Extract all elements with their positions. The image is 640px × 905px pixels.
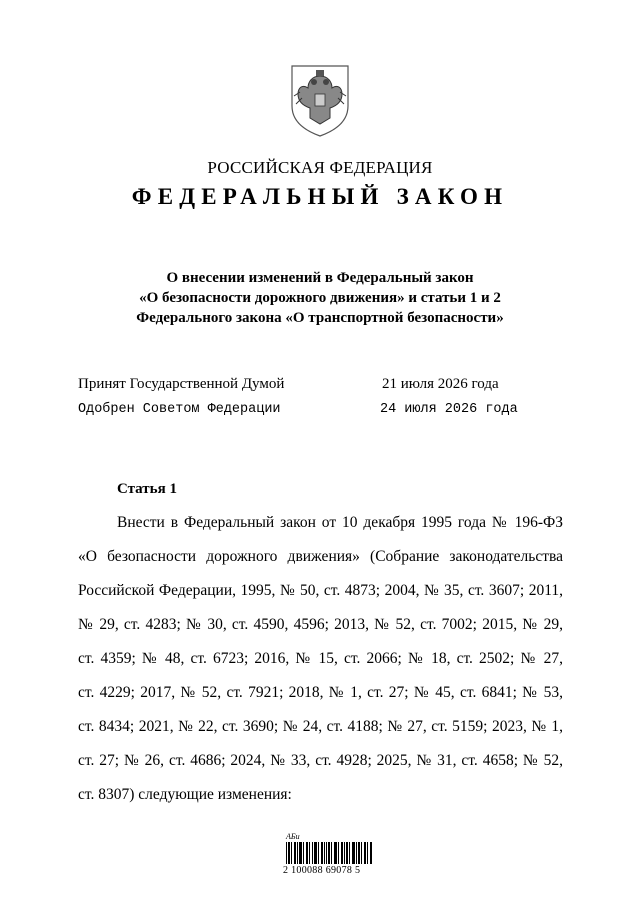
article-text-line: ст. 8307) следующие изменения: xyxy=(78,786,292,803)
article-heading: Статья 1 xyxy=(117,481,177,497)
article-text-line: ст. 27; № 26, ст. 4686; 2024, № 33, ст. 4928; 2025, № 31, ст. 4658; № 52, xyxy=(78,752,563,769)
country-name: РОССИЙСКАЯ ФЕДЕРАЦИЯ xyxy=(207,158,433,177)
duma-adoption-label: Принят Государственной Думой xyxy=(78,376,285,392)
council-approval-date: 24 июля 2026 года xyxy=(380,402,518,417)
duma-adoption-date: 21 июля 2026 года xyxy=(382,376,499,392)
article-text-line: ст. 4229; 2017, № 52, ст. 7921; 2018, № 1, ст. 27; № 45, ст. 6841; № 53, xyxy=(78,684,563,701)
article-text-line: Российской Федерации, 1995, № 50, ст. 4873; 2004, № 35, ст. 3607; 2011, xyxy=(78,582,563,599)
article-text-line: «О безопасности дорожного движения» (Собрание законодательства xyxy=(78,548,563,565)
article-text-line: Внести в Федеральный закон от 10 декабря 1995 года № 196-ФЗ xyxy=(117,514,563,531)
document-type: ФЕДЕРАЛЬНЫЙ ЗАКОН xyxy=(131,184,509,209)
law-title-line-2: «О безопасности дорожного движения» и статьи 1 и 2 xyxy=(139,290,501,306)
council-approval-label: Одобрен Советом Федерации xyxy=(78,402,281,417)
article-text-line: ст. 4359; № 48, ст. 6723; 2016, № 15, ст. 2066; № 18, ст. 2502; № 27, xyxy=(78,650,563,667)
article-text-line: ст. 8434; 2021, № 22, ст. 3690; № 24, ст. 4188; № 27, ст. 5159; 2023, № 1, xyxy=(78,718,563,735)
article-text-line: № 29, ст. 4283; № 30, ст. 4590, 4596; 2013, № 52, ст. 7002; 2015, № 29, xyxy=(78,616,563,633)
law-title-line-3: Федерального закона «О транспортной безопасности» xyxy=(136,310,504,326)
law-title-line-1: О внесении изменений в Федеральный закон xyxy=(166,270,474,286)
law-title xyxy=(60,268,580,328)
registration-mark: АБи xyxy=(286,832,300,841)
coat-of-arms-emblem xyxy=(288,62,352,138)
barcode-number: 2 100088 69078 5 xyxy=(283,865,361,876)
